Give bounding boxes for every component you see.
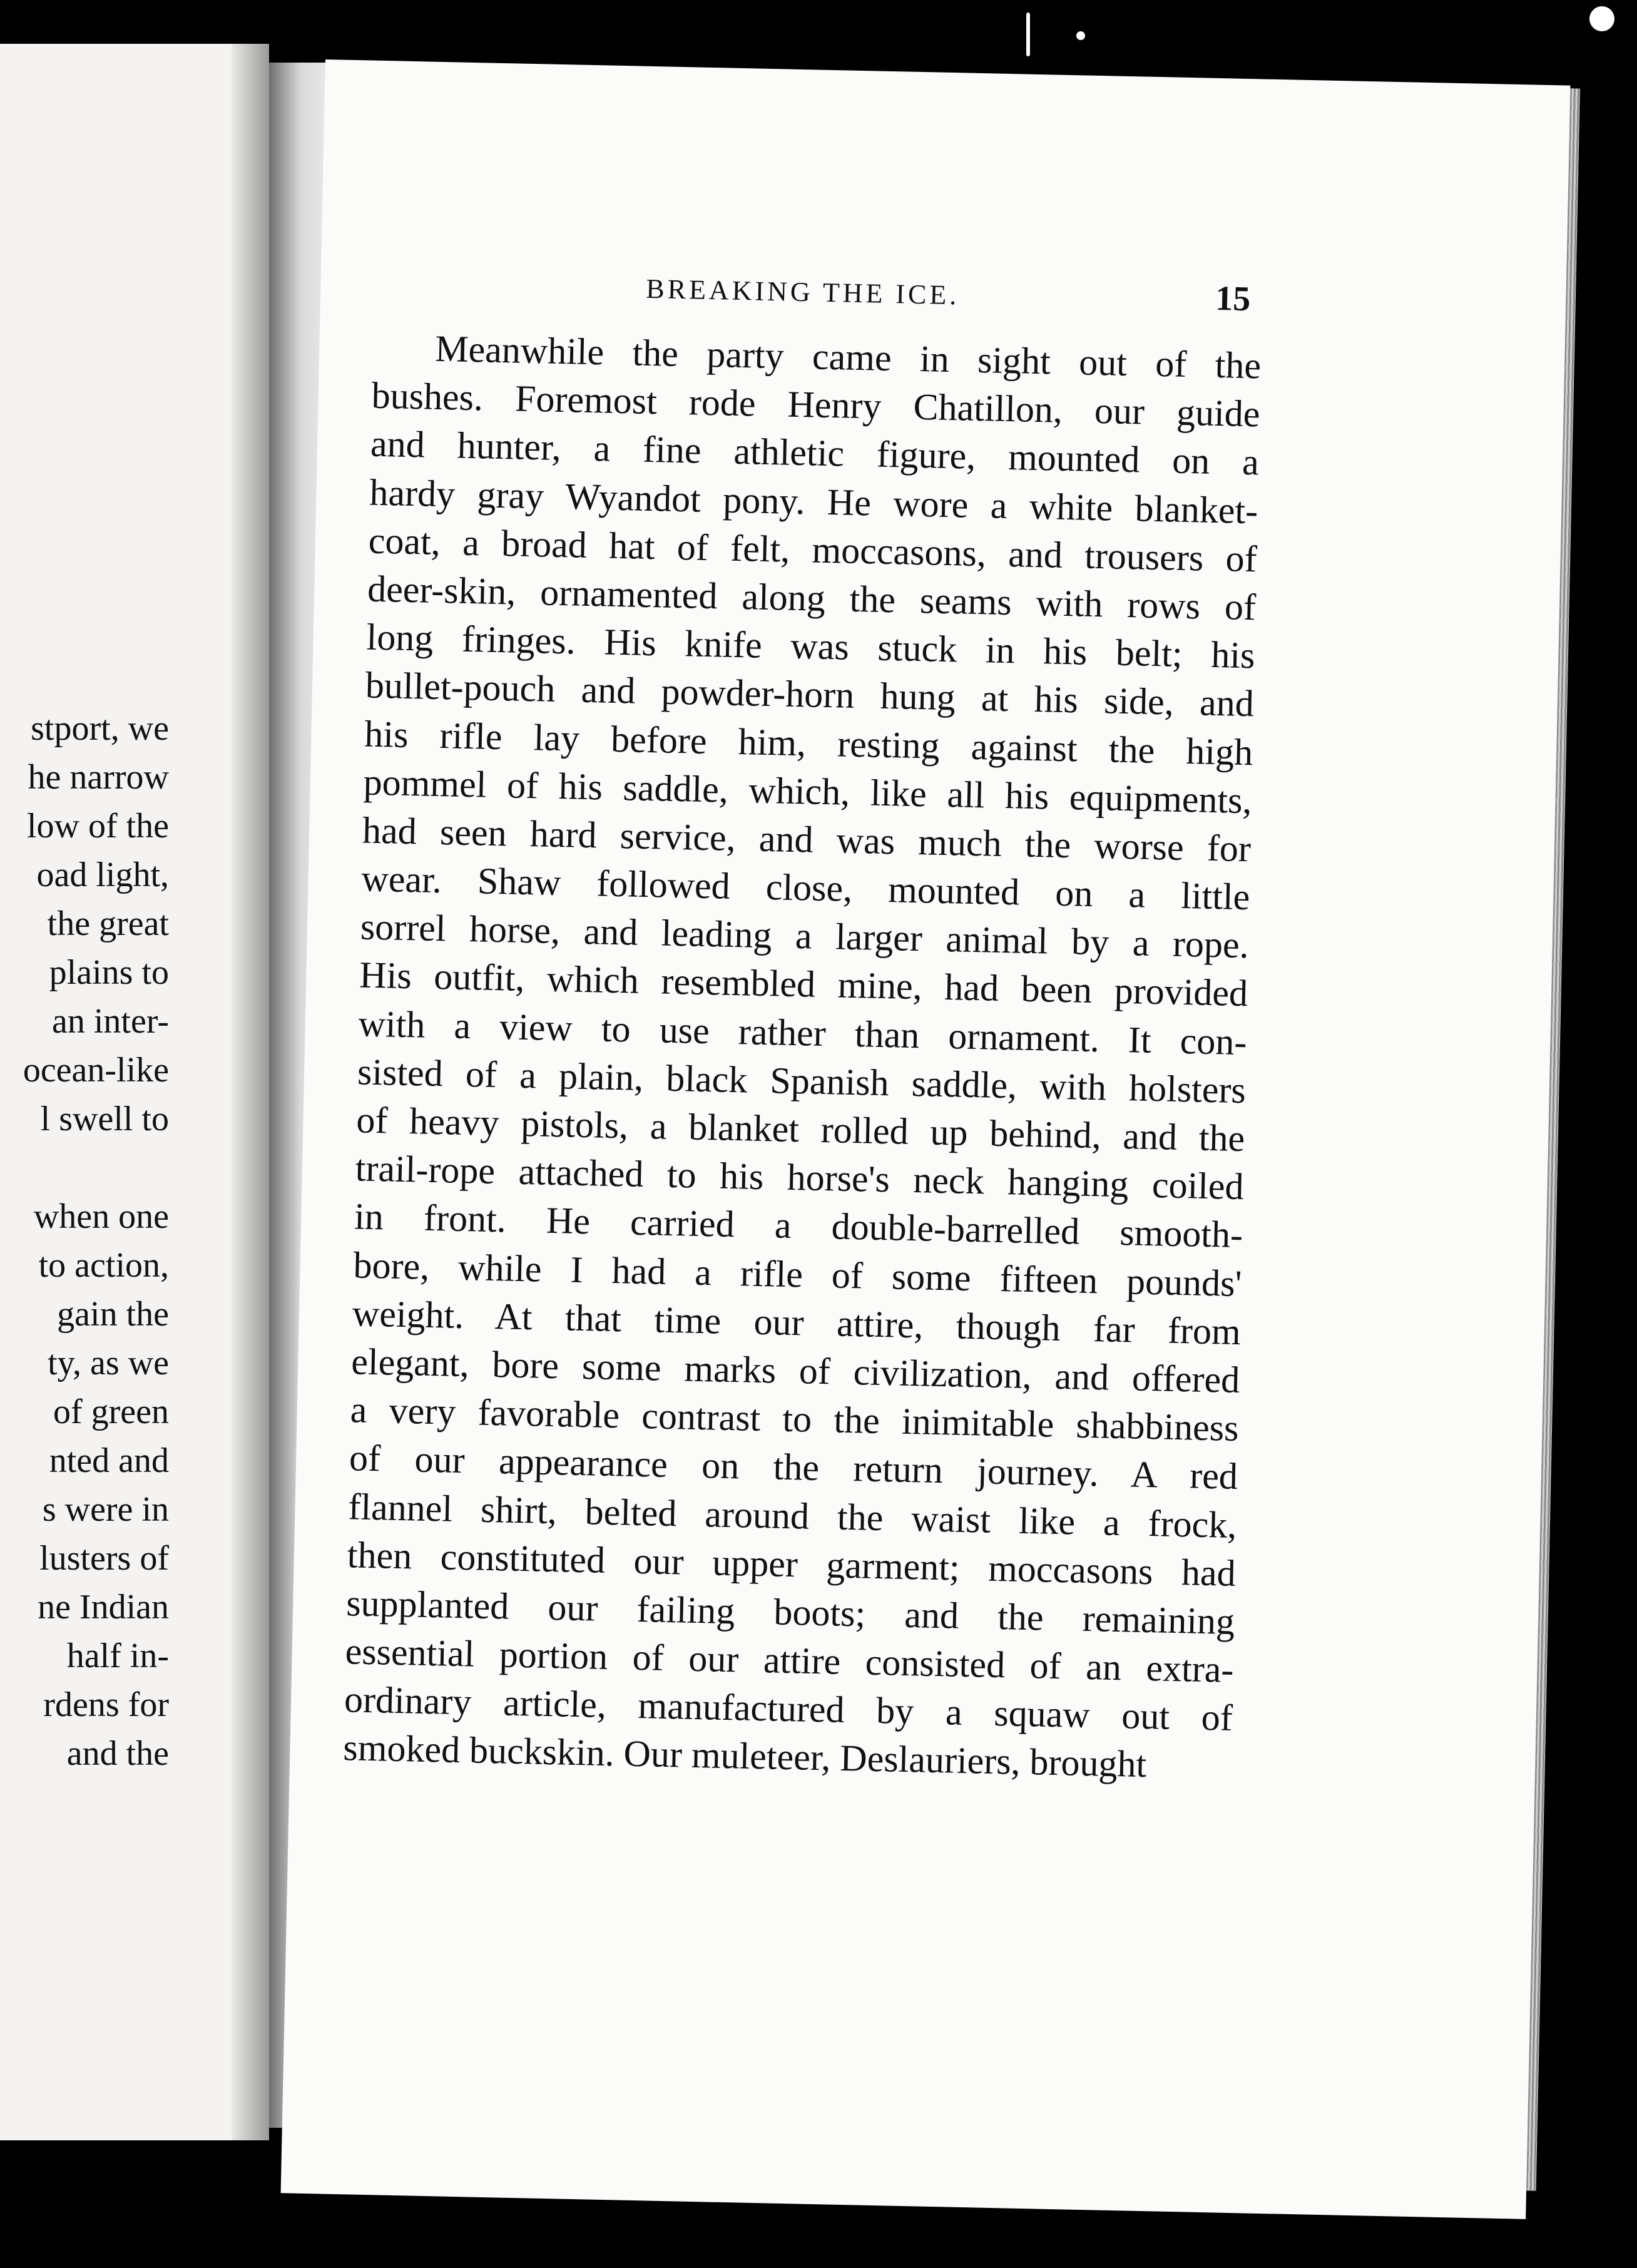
text-line: pommel of his saddle, which, like all his equipments, [363, 761, 1253, 821]
text-line: had seen hard service, and was much the worse for [362, 809, 1252, 870]
text-line: flannel shirt, belted around the waist like a frock, [347, 1485, 1237, 1546]
text-line: ordinary article, manufactured by a squaw out of [344, 1678, 1233, 1739]
left-text-line: to action, [38, 1246, 169, 1285]
left-text-line: s were in [42, 1490, 169, 1529]
running-head: BREAKING THE ICE. [645, 273, 960, 311]
left-text-line: plains to [49, 953, 169, 992]
text-line: in front. He carried a double-barrelled smooth- [354, 1195, 1243, 1256]
text-line: supplanted our failing boots; and the remaining [345, 1582, 1235, 1642]
left-text-line: lusters of [39, 1539, 169, 1578]
text-line: essential portion of our attire consisted of an extra- [345, 1630, 1235, 1691]
left-text-line [0, 1143, 169, 1192]
text-line: Meanwhile the party came in sight out of the [434, 327, 1262, 387]
text-line: elegant, bore some marks of civilization, and offered [350, 1341, 1240, 1401]
text-line: sorrel horse, and leading a larger animal by a rope. [360, 906, 1250, 966]
text-line: long fringes. His knife was stuck in his belt; his [365, 616, 1256, 677]
text-line: sisted of a plain, black Spanish saddle, with holsters [357, 1051, 1247, 1111]
text-line: and hunter, a fine athletic figure, mounted on a [370, 423, 1260, 483]
left-text-line: ocean-like [23, 1051, 169, 1090]
left-text-line: when one [33, 1197, 169, 1236]
text-line: His outfit, which resembled mine, had been provided [359, 954, 1248, 1014]
left-text-line: nted and [49, 1441, 169, 1480]
text-line: of our appearance on the return journey. A red [349, 1437, 1238, 1498]
text-line: of heavy pistols, a blanket rolled up behind, and the [355, 1099, 1245, 1160]
left-page [0, 44, 269, 2140]
left-text-line: rdens for [43, 1685, 169, 1724]
body-text [343, 324, 1262, 1791]
left-page-text [0, 704, 169, 1778]
text-line: hardy gray Wyandot pony. He wore a white blanket- [369, 471, 1258, 531]
text-line: a very favorable contrast to the inimitable shabbiness [350, 1389, 1240, 1449]
text-line: coat, a broad hat of felt, moccasons, and trousers of [368, 519, 1258, 580]
left-text-line: half in- [66, 1637, 169, 1675]
right-page [281, 59, 1571, 2219]
text-line: trail-rope attached to his horse's neck hanging coiled [355, 1147, 1245, 1208]
page-number: 15 [1215, 278, 1251, 319]
text-line: smoked buckskin. Our muleteer, Deslauriers, brought [342, 1727, 1147, 1785]
text-line: bushes. Foremost rode Henry Chatillon, our guide [371, 374, 1261, 435]
text-line: then constituted our upper garment; moccasons had [347, 1533, 1237, 1594]
left-text-line: oad light, [36, 856, 169, 894]
left-text-line: low of the [26, 807, 169, 845]
left-text-line: stport, we [31, 709, 169, 748]
text-line: wear. Shaw followed close, mounted on a little [360, 857, 1250, 918]
left-text-line: gain the [57, 1295, 169, 1334]
left-text-line: an inter- [51, 1002, 169, 1041]
left-text-line: of green [53, 1392, 169, 1431]
scan-speck [1589, 6, 1614, 31]
scan-speck [1076, 31, 1085, 40]
left-page-gutter-shadow [232, 44, 269, 2140]
text-line: deer-skin, ornamented along the seams with rows of [367, 568, 1257, 628]
left-text-line: l swell to [40, 1100, 169, 1138]
text-line: weight. At that time our attire, though far from [352, 1292, 1242, 1352]
text-line: his rifle lay before him, resting against the high [364, 713, 1253, 773]
left-text-line: and the [66, 1734, 169, 1773]
text-line: bore, while I had a rifle of some fifteen pounds' [352, 1244, 1243, 1304]
text-line: with a view to use rather than ornament. It con- [358, 1003, 1248, 1063]
left-text-line: ne Indian [38, 1588, 169, 1627]
left-text-line: he narrow [28, 758, 169, 797]
left-text-line: ty, as we [48, 1344, 169, 1382]
left-text-line: the great [47, 904, 169, 943]
text-line: bullet-pouch and powder-horn hung at his side, and [365, 664, 1255, 725]
scan-speck [1026, 13, 1030, 56]
